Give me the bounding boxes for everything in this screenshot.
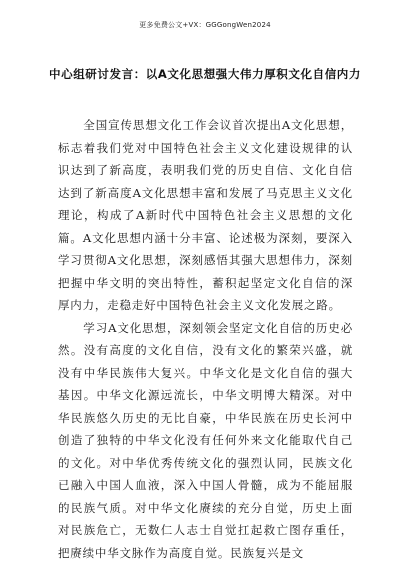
document-body: [58, 114, 353, 564]
document-title: 中心组研讨发言：以A文化思想强大伟力厚积文化自信内力: [49, 67, 361, 81]
paragraph: 学习A文化思想，深刻领会坚定文化自信的历史必然。没有高度的文化自信，没有文化的繁荣兴盛，就没有中华民族伟大复兴。中华文化是文化自信的强大基因。中华文化源远流长，中华文明博大精深。对中华民族悠久历史的无比自豪，中华民族在历史长河中创造了独特的中华文化没有任何外来文化能取代自己的文化。对中华优秀传统文化的强烈认同，民族文化已融入中国人血液，深入中国人骨髓，成为不能屈服的民族气质。对中华文化赓续的充分自觉，历史上面对民族危亡，无数仁人志士自觉扛起救亡图存重任，把赓续中华文脉作为高度自觉。民族复兴是文: [58, 320, 353, 560]
paragraph: 全国宣传思想文化工作会议首次提出A文化思想，标志着我们党对中国特色社会主义文化建设规律的认识达到了新高度，表明我们党的历史自信、文化自信达到了新高度A文化思想丰富和发展了马克思主义文化理论，构成了A新时代中国特色社会主义思想的文化篇。A文化思想内涵十分丰富、论述极为深刻，要深入学习贯彻A文化思想，深刻感悟其强大思想伟力，深刻把握中华文明的突出特性，蓄积起坚定文化自信的深厚内力，走稳走好中国特色社会主义文化发展之路。: [58, 118, 353, 312]
header-note: 更多免费公文+VX：GGGongWen2024: [139, 21, 271, 29]
